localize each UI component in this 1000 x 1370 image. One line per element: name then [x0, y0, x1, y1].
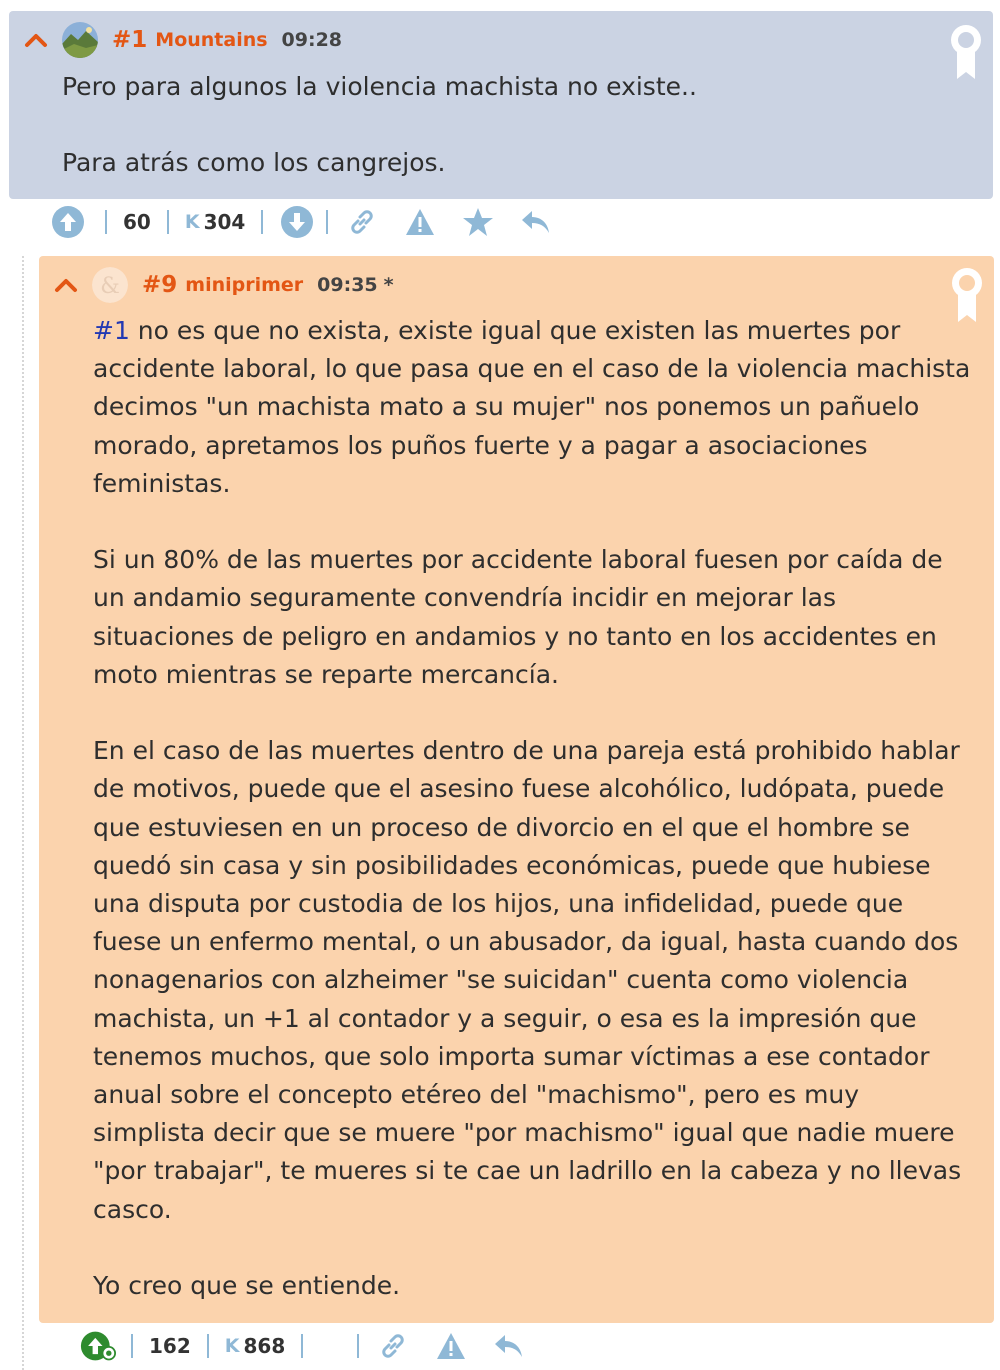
comment-paragraph: En el caso de las muertes dentro de una pareja está prohibido hablar de motivos, puede que el asesino fuese alcohólico, ludópata, puede que estuviesen en un proceso de divorcio en el que el hombre se quedó sin casa y sin posibilidades económicas, puede que hubiese una disputa por custodia de los hijos, una infidelidad, puede que fuese un enfermo mental, o un abusador, da igual, hasta cuando dos nonagenarios con alzheimer "se suicidan" cuenta como violencia machista, un +1 al contador y a seguir, o esa es la impresión que tenemos muchos, que solo importa sumar víctimas a ese contador anual sobre el concepto etéreo del "machismo", pero es muy simplista decir que se muere "por machismo" igual que nadie muere "por trabajar", te mueres si te cae un ladrillo en la cabeza y no llevas casco.	[93, 736, 970, 1224]
divider	[105, 210, 107, 234]
comment-9	[39, 256, 994, 1323]
paragraph-text: no es que no exista, existe igual que existen las muertes por accidente laboral, lo que pasa que en el caso de la violencia machista decimos "un machista mato a su mujer" nos ponemos un pañuelo morado, apretamos los puños fuerte y a pagar a asociaciones feministas.	[93, 316, 979, 498]
comment-number[interactable]: #1	[112, 27, 148, 53]
comment-time[interactable]: 09:28	[281, 29, 343, 51]
comment-paragraph: Yo creo que se entiende.	[93, 1271, 401, 1301]
arrow-up-circle-voted-icon[interactable]	[80, 1328, 116, 1364]
comment-actions	[80, 1324, 538, 1368]
comment-paragraph	[93, 312, 979, 503]
reply-icon[interactable]	[518, 204, 554, 240]
divider	[167, 210, 169, 234]
divider	[207, 1334, 209, 1358]
divider	[301, 1334, 303, 1358]
comment-paragraph: Pero para algunos la violencia machista no existe..	[62, 72, 697, 101]
svg-text:&: &	[100, 274, 120, 299]
divider	[261, 210, 263, 234]
comment-actions	[50, 200, 565, 244]
avatar[interactable]	[92, 267, 128, 303]
divider	[326, 210, 328, 234]
star-icon[interactable]	[460, 204, 496, 240]
comment-reference-link[interactable]: #1	[93, 316, 130, 345]
arrow-down-circle-icon[interactable]	[279, 204, 315, 240]
comment-time[interactable]: 09:35	[317, 274, 378, 296]
reply-icon[interactable]	[491, 1328, 527, 1364]
comment-author[interactable]: Mountains	[155, 29, 268, 51]
divider	[131, 1334, 133, 1358]
edited-mark: *	[383, 274, 394, 296]
warning-icon[interactable]	[402, 204, 438, 240]
arrow-up-circle-icon[interactable]	[50, 204, 86, 240]
comment-body	[93, 312, 979, 1305]
avatar[interactable]	[62, 22, 98, 58]
warning-icon[interactable]	[433, 1328, 469, 1364]
karma-label: K	[224, 1335, 240, 1357]
comment-1	[9, 11, 993, 199]
karma-value: 304	[203, 210, 246, 234]
thread-line	[22, 256, 24, 1370]
vote-count: 162	[149, 1334, 191, 1358]
link-icon[interactable]	[375, 1328, 411, 1364]
karma-label: K	[184, 211, 200, 233]
chevron-up-icon[interactable]	[22, 26, 50, 54]
comment-header	[22, 20, 342, 60]
karma-value: 868	[243, 1334, 286, 1358]
comment-author[interactable]: miniprimer	[185, 274, 304, 296]
comment-paragraph: Para atrás como los cangrejos.	[62, 148, 446, 178]
comment-body	[62, 68, 942, 183]
comment-paragraph: Si un 80% de las muertes por accidente laboral fuesen por caída de un andamio seguramente convendría incidir en mejorar las situaciones de peligro en andamios y no tanto en los accidentes en moto mientras se reparte mercancía.	[93, 545, 951, 689]
link-icon[interactable]	[344, 204, 380, 240]
chevron-up-icon[interactable]	[52, 271, 80, 299]
vote-count: 60	[123, 210, 151, 234]
comment-number[interactable]: #9	[142, 272, 178, 298]
comment-header	[52, 265, 394, 305]
divider	[357, 1334, 359, 1358]
ribbon-badge-icon	[949, 23, 983, 81]
